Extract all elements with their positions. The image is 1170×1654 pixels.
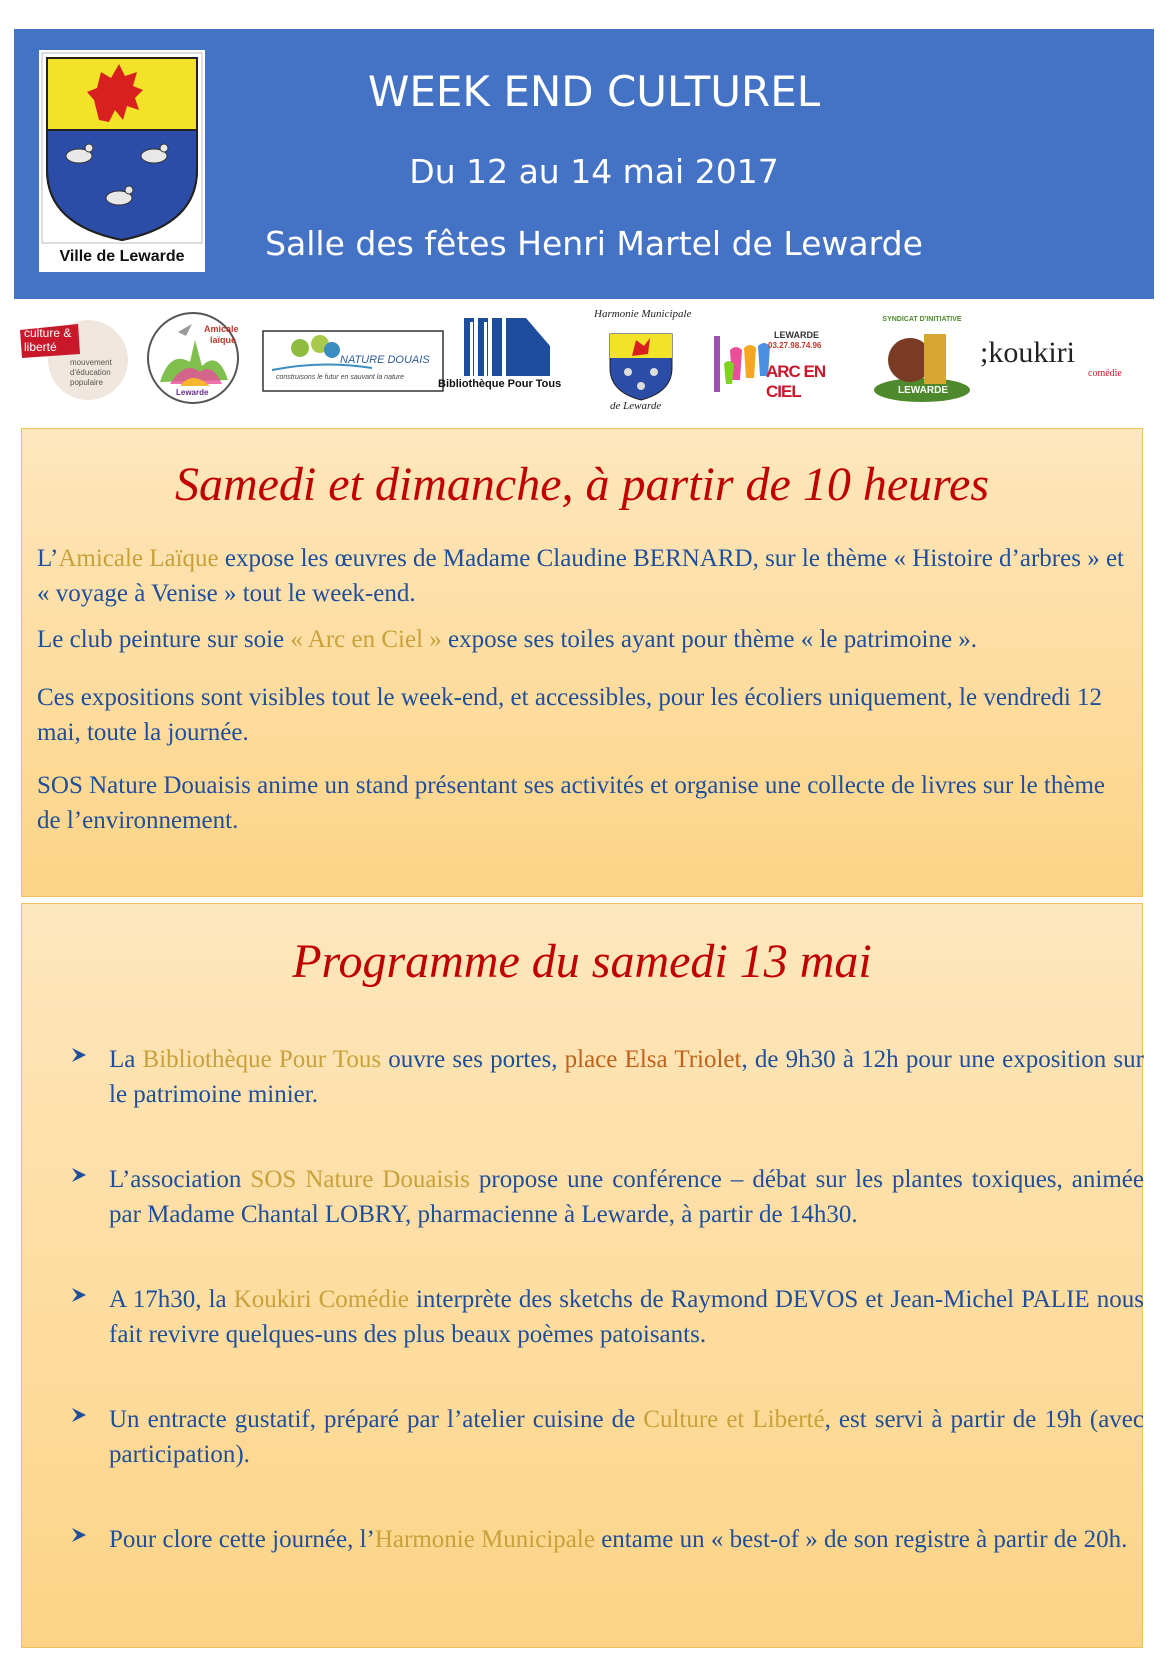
harmonie-bottom: de Lewarde bbox=[610, 400, 662, 412]
amicale-line2: laïque bbox=[210, 335, 237, 345]
programme-item-koukiri bbox=[72, 1282, 1144, 1352]
syndicat-arc: SYNDICAT D'INITIATIVE bbox=[882, 316, 962, 323]
amicale-line3: Lewarde bbox=[176, 388, 209, 397]
culture-liberte-logo bbox=[16, 316, 134, 404]
paragraph-sos-nature: SOS Nature Douaisis anime un stand présentant ses activités et organise une collecte de livres sur le thème de l’environnement. bbox=[37, 772, 1105, 834]
shield-icon bbox=[39, 50, 205, 272]
arc-town: LEWARDE bbox=[774, 330, 819, 340]
arrow-bullet-icon bbox=[70, 1406, 88, 1424]
arc-phone: 03.27.98.74.96 bbox=[768, 341, 822, 350]
bibliotheque-logo bbox=[434, 312, 584, 394]
harmonie-top: Harmonie Municipale bbox=[594, 308, 692, 320]
arrow-bullet-icon bbox=[70, 1046, 88, 1064]
event-dates: Du 12 au 14 mai 2017 bbox=[409, 152, 779, 191]
crest-label: Ville de Lewarde bbox=[59, 248, 185, 265]
arrow-bullet-icon bbox=[70, 1526, 88, 1544]
arc-en-ciel-highlight: « Arc en Ciel » bbox=[290, 626, 442, 653]
bibliotheque-highlight: Bibliothèque Pour Tous bbox=[142, 1046, 382, 1073]
event-title: WEEK END CULTUREL bbox=[367, 67, 821, 116]
header-banner bbox=[14, 29, 1154, 299]
paragraph-arc-en-ciel bbox=[37, 622, 1127, 657]
koukiri-name: ;koukiri bbox=[980, 336, 1075, 369]
amicale-laique-logo bbox=[140, 310, 246, 406]
event-venue: Salle des fêtes Henri Martel de Lewarde bbox=[265, 224, 923, 263]
syndicat-initiative-logo bbox=[870, 312, 974, 408]
sos-nature-highlight: SOS Nature Douaisis bbox=[250, 1166, 470, 1193]
programme-item-sos-nature bbox=[72, 1162, 1144, 1232]
harmonie-highlight: Harmonie Municipale bbox=[374, 1526, 595, 1553]
koukiri-sub: comédie bbox=[1088, 368, 1122, 379]
b1-b: ouvre ses portes, bbox=[381, 1046, 565, 1073]
arc-name: ARC EN CIEL bbox=[766, 362, 826, 401]
harmonie-logo bbox=[588, 306, 694, 418]
bibliotheque-name: Bibliothèque Pour Tous bbox=[438, 378, 562, 390]
b2-b: propose une conférence – débat sur les plantes toxiques, animée par Madame Chantal LOBRY, pharmacienne à Lewarde, à partir de 14h30. bbox=[109, 1166, 1144, 1228]
programme-item-bibliotheque bbox=[72, 1042, 1144, 1112]
section2-title: Programme du samedi 13 mai bbox=[292, 935, 872, 988]
b4-b: , est servi à partir de 19h (avec participation). bbox=[109, 1406, 1144, 1468]
section1-title: Samedi et dimanche, à partir de 10 heures bbox=[174, 458, 990, 511]
p2-b: expose ses toiles ayant pour thème « le patrimoine ». bbox=[441, 626, 978, 653]
b3-a: A 17h30, la bbox=[109, 1286, 234, 1313]
nature-name: NATURE DOUAIS bbox=[340, 354, 430, 366]
amicale-line1: Amicale bbox=[204, 324, 239, 334]
b1-a: La bbox=[109, 1046, 143, 1073]
arc-en-ciel-logo bbox=[710, 320, 840, 401]
p2-a: Le club peinture sur soie bbox=[37, 626, 291, 653]
culture-liberte-line1: mouvement bbox=[70, 358, 112, 367]
culture-liberte-highlight: Culture et Liberté bbox=[643, 1406, 825, 1433]
b5-b: entame un « best-of » de son registre à partir de 20h. bbox=[594, 1526, 1128, 1553]
nature-douais-logo bbox=[262, 330, 444, 392]
nature-tagline: construisons le futur en sauvant la nature bbox=[276, 374, 405, 381]
programme-item-entracte bbox=[72, 1402, 1144, 1472]
culture-liberte-line2: d'éducation bbox=[70, 368, 111, 377]
programme-item-harmonie bbox=[72, 1522, 1144, 1557]
amicale-laique-highlight: Amicale Laïque bbox=[58, 545, 219, 572]
paragraph-amicale bbox=[37, 541, 1127, 611]
partner-logos bbox=[14, 306, 1154, 418]
koukiri-logo bbox=[980, 336, 1130, 396]
syndicat-name: LEWARDE bbox=[898, 385, 948, 396]
koukiri-highlight: Koukiri Comédie bbox=[233, 1286, 409, 1313]
place-elsa-triolet-highlight: place Elsa Triolet bbox=[564, 1046, 742, 1073]
culture-liberte-line3: populaire bbox=[70, 378, 103, 387]
p1-a: L’ bbox=[37, 545, 59, 572]
b5-a: Pour clore cette journée, l’ bbox=[109, 1526, 375, 1553]
b4-a: Un entracte gustatif, préparé par l’atelier cuisine de bbox=[109, 1406, 644, 1433]
culture-liberte-name: culture & liberté bbox=[24, 326, 72, 354]
paragraph-expositions: Ces expositions sont visibles tout le week-end, et accessibles, pour les écoliers uniquement, le vendredi 12 mai, toute la journée. bbox=[37, 684, 1103, 746]
weekend-section bbox=[21, 428, 1143, 897]
b2-a: L’association bbox=[109, 1166, 251, 1193]
b3-b: interprète des sketchs de Raymond DEVOS et Jean-Michel PALIE nous fait revivre quelques-uns des plus beaux poèmes patoisants. bbox=[109, 1286, 1144, 1348]
programme-section bbox=[21, 903, 1143, 1648]
p1-b: expose les œuvres de Madame Claudine BERNARD, sur le thème « Histoire d’arbres » et « voyage à Venise » tout le week-end. bbox=[37, 545, 1124, 607]
b1-c: , de 9h30 à 12h pour une exposition sur le patrimoine minier. bbox=[109, 1046, 1144, 1108]
arrow-bullet-icon bbox=[70, 1166, 88, 1184]
arrow-bullet-icon bbox=[70, 1286, 88, 1304]
lewarde-crest-logo bbox=[39, 50, 205, 272]
